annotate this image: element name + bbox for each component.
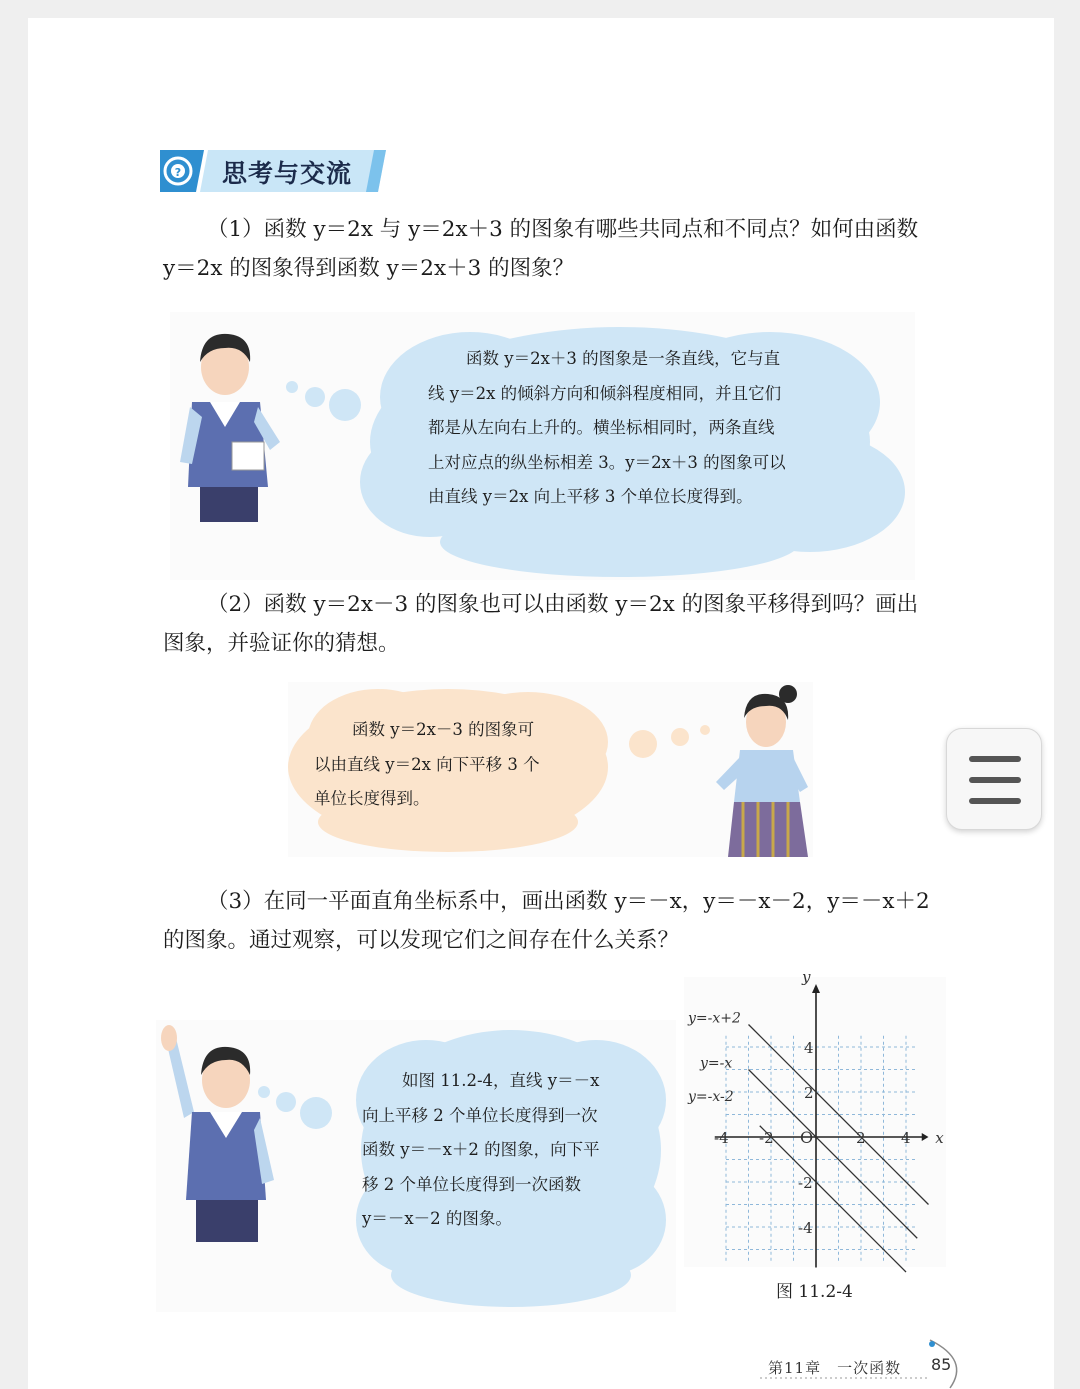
y-tick-label: -2	[798, 1174, 813, 1192]
x-tick-label: 2	[856, 1129, 866, 1147]
series-label: y=-x+2	[688, 1010, 741, 1027]
y-axis-label: y	[802, 967, 811, 986]
x-axis-label: x	[935, 1129, 944, 1147]
figure-caption: 图 11.2-4	[776, 1282, 853, 1302]
x-tick-label: -4	[714, 1129, 729, 1147]
section-title-bar	[160, 150, 386, 192]
bubble-1-line: 线 y＝2x 的倾斜方向和倾斜程度相同，并且它们	[428, 383, 782, 403]
question-1	[163, 210, 943, 288]
bubble-1-line: 函数 y＝2x＋3 的图象是一条直线，它与直	[466, 349, 781, 368]
bubble-2-line: 以由直线 y＝2x 向下平移 3 个	[314, 754, 540, 774]
bubble-3-text	[362, 1064, 600, 1237]
question-2	[163, 585, 943, 663]
question-1-line-1: （1）函数 y＝2x 与 y＝2x＋3 的图象有哪些共同点和不同点？如何由函数	[207, 217, 919, 242]
question-3	[163, 882, 943, 960]
hamburger-menu-icon	[969, 777, 1021, 783]
hamburger-menu-icon	[969, 798, 1021, 804]
bubble-1-line: 上对应点的纵坐标相差 3。y＝2x＋3 的图象可以	[428, 452, 786, 472]
question-1-line-2: y＝2x 的图象得到函数 y＝2x＋3 的图象？	[163, 256, 575, 281]
series-label: y=-x-2	[688, 1089, 734, 1105]
y-tick-label: 4	[804, 1039, 814, 1057]
question-3-line-1: （3）在同一平面直角坐标系中，画出函数 y＝－x，y＝－x－2，y＝－x＋2	[207, 889, 930, 914]
bubble-1-line: 都是从左向右上升的。横坐标相同时，两条直线	[428, 418, 775, 437]
bubble-3-line: 函数 y＝－x＋2 的图象，向下平	[362, 1140, 600, 1159]
coordinate-graph	[684, 967, 946, 1267]
bubble-3-line: y＝－x－2 的图象。	[362, 1209, 512, 1228]
hamburger-menu-icon	[969, 756, 1021, 762]
question-3-line-2: 的图象。通过观察，可以发现它们之间存在什么关系？	[163, 928, 680, 953]
bubble-1-line: 由直线 y＝2x 向上平移 3 个单位长度得到。	[428, 487, 753, 506]
y-tick-label: 2	[804, 1084, 814, 1102]
origin-label: O	[800, 1128, 814, 1147]
y-tick-label: -4	[798, 1219, 813, 1237]
bubble-2-text	[314, 713, 540, 817]
question-2-line-1: （2）函数 y＝2x－3 的图象也可以由函数 y＝2x 的图象平移得到吗？画出	[207, 592, 919, 617]
question-2-line-2: 图象，并验证你的猜想。	[163, 631, 400, 656]
x-tick-label: -2	[759, 1129, 774, 1147]
bubble-3-line: 如图 11.2-4，直线 y＝－x	[402, 1071, 600, 1090]
hamburger-menu-button[interactable]	[946, 728, 1042, 830]
series-label: y=-x	[700, 1055, 733, 1072]
bubble-3-line: 移 2 个单位长度得到一次函数	[362, 1174, 581, 1194]
x-tick-label: 4	[901, 1129, 911, 1147]
bubble-2-line: 函数 y＝2x－3 的图象可	[352, 720, 535, 739]
svg-text:?: ?	[174, 166, 182, 179]
bubble-1-text	[428, 342, 786, 515]
bubble-2-line: 单位长度得到。	[314, 789, 430, 808]
footer-chapter: 第11章 一次函数	[768, 1359, 902, 1377]
section-title: 思考与交流	[222, 159, 353, 188]
page-number: 85	[931, 1355, 952, 1374]
bubble-3-line: 向上平移 2 个单位长度得到一次	[362, 1105, 598, 1125]
